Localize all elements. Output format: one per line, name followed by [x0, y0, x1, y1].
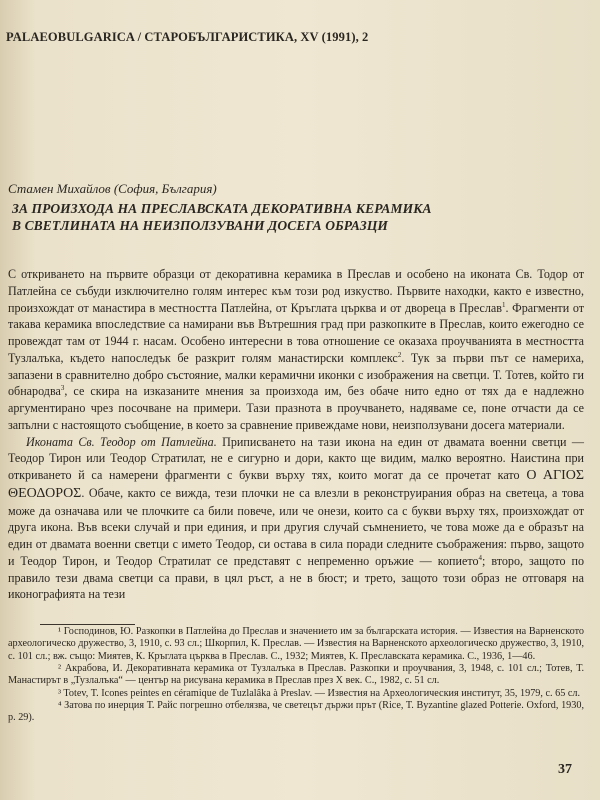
body-text: Приписването на тази икона на един от двамата военни светци — Теодор Тирон или Теодор Стратилат, не е сигурно и дори, както ще видим, малко вероятно. Наистина при откриването й са намерени фрагменти с букви върху тях, които могат да се прочетат като — [8, 434, 584, 482]
footnote-1: ¹ Господинов, Ю. Разкопки в Патлейна до Преслав и значението им за българската история. — Известия на Варненското археологическо дружество, 3, 1910, с. 93 сл.; Шкорпил, К. Преслав. — Известия на Варненското археологическо дружество, 3, 1910, с. 101 сл.; вж. също: Миятев, К. Кръглата църква в Преслав. С., 1932; Миятев, К. Преславската керамика. С., 1936, 1—46. — [8, 626, 584, 662]
footnote-ref-1: 1 — [502, 300, 506, 309]
footnote-3: ³ Totev, T. Icones peintes en céramique de Tuzlalâka à Preslav. — Известия на Археологическия институт, 35, 1979, с. 65 сл. — [58, 687, 580, 699]
footnote-ref-4: 4 — [478, 553, 483, 562]
footnotes — [8, 626, 584, 725]
page-number: 37 — [558, 762, 572, 777]
body-text: . Тук за първи път се намериха, запазени в сравнително добро състояние, малки керамични иконки с изображения на светци. Т. Тотев, който ги обнародва — [8, 350, 584, 399]
article-author: Стамен Михайлов (София, България) — [8, 181, 217, 196]
body-text: . Обаче, както се вижда, тези плочки не са влезли в реконструирания образ на светеца, а това може да означава или че плочките са били повече, или че онези, които са с букви върху тях, произхождат от друга икона. Във всеки случай и при единия, и при другия случай съмнението, че това може да е образът на един от двамата военни светци с името Теодор, си остава в сила поради следните съображения: първо, защото и Теодор Тирон, и Теодор Стратилат се представят с непременно оръжие — копието — [8, 485, 584, 568]
body-paragraph-2 — [8, 434, 584, 604]
body-text: ; второ, защото по правило тези двама светци са прави, в цял ръст, а не в бюст; и трето, защото този образ не отговаря на иконографията на тези — [8, 553, 584, 602]
section-runin-heading: Иконата Св. Теодор от Патлейна. — [26, 434, 217, 449]
footnote-2: ² Акрабова, И. Декоративната керамика от Тузлалъка в Преслав. Разкопки и проучвания, 3, 1948, с. 101 сл.; Тотев, Т. Манастирът в „Тузлалъка“ — център на рисувана керамика в Преслав през X век. С., 1982, с. 51 сл. — [8, 663, 584, 687]
running-head: PALAEOBULGARICA / СТАРОБЪЛГАРИСТИКА, XV (1991), 2 — [6, 30, 369, 44]
body-text: . Фрагменти от такава керамика впоследствие са намирани във Вътрешния град при разкопките в Преслав, които ежегодно се провеждат там от 1944 г. насам. Особено интересни в това отношение се оказаха проучванията в местността Тузлалъка, където напоследък бе разкрит голям манастирски комплекс — [8, 300, 584, 365]
footnote-separator — [40, 624, 135, 625]
article-title — [12, 200, 582, 234]
article-title-line-2: В СВЕТЛИНАТА НА НЕИЗПОЛЗУВАНИ ДОСЕГА ОБРАЗЦИ — [12, 218, 389, 233]
body-text: С откриването на първите образци от декоративна керамика в Преслав и особено на иконата Св. Тодор от Патлейна се събуди изключително голям интерес към този род изкуство. Първите находки, както е известно, произхождат от манастира в местността Патлейна, от Кръглата църква и от двореца в Преслав — [8, 267, 584, 315]
greek-inscription: Ο ΑΓΙΟΣ ΘΕΟΔΟΡΟΣ — [8, 468, 584, 501]
footnote-ref-2: 2 — [397, 350, 402, 359]
body-paragraph-1 — [8, 266, 584, 434]
footnote-ref-3: 3 — [60, 384, 65, 393]
article-body — [8, 266, 584, 603]
body-text: , се скира на изказаните мнения за произхода им, без обаче нито едно от тях да е надлежно аргументирано чрез посочване на примери. Тази празнота в проучването, надяваме се, поне отчасти да се запълни с настоящото съобщение, в което за сравнение привеждаме нови, неизползувани досега материали. — [8, 384, 584, 432]
footnote-4: ⁴ Затова по инерция Т. Райс погрешно отбелязва, че светецът държи прът (Rice, T. Byzantine glazed Potterie. Oxford, 1930, p. 29). — [8, 700, 584, 724]
article-title-line-1: ЗА ПРОИЗХОДА НА ПРЕСЛАВСКАТА ДЕКОРАТИВНА КЕРАМИКА — [12, 201, 432, 216]
